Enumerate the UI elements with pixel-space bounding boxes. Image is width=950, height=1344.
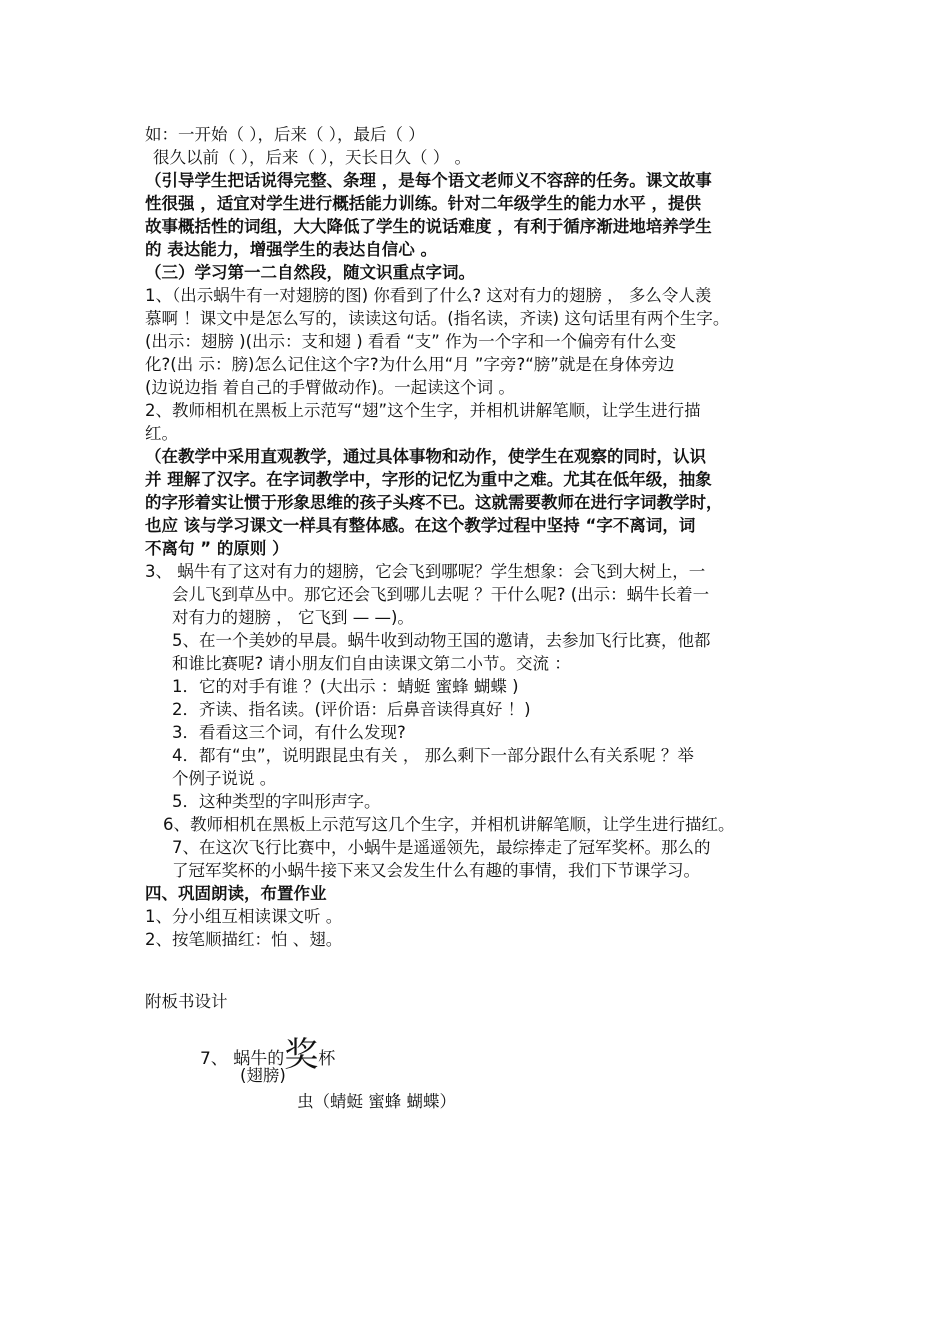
text-line: 1、分小组互相读课文听 。 [145,907,343,926]
text-line: （在教学中采用直观教学，通过具体事物和动作，使学生在观察的同时，认识 [145,447,706,466]
text-line: 2、教师相机在黑板上示范写“翅”这个生字，并相机讲解笔顺，让学生进行描 [145,401,701,420]
text-line: （三）学习第一二自然段，随文识重点字词。 [145,263,475,282]
text-line: 故事概括性的词组，大大降低了学生的说话难度 ，有利于循序渐进地培养学生 [145,217,712,236]
text-line: 也应 该与学习课文一样具有整体感。在这个教学过程中坚持 “字不离词，词 [145,516,696,535]
text-line: 的 表达能力，增强学生的表达自信心 。 [145,240,437,259]
text-line: 四、巩固朗读，布置作业 [145,884,327,903]
text-line: 5．这种类型的字叫形声字。 [172,792,381,811]
text-line: 的字形着实让惯于形象思维的孩子头疼不已。这就需要教师在进行字词教学时， [145,493,723,512]
text-line: 化?(出 示：膀)怎么记住这个字?为什么用“月 ”字旁?“膀”就是在身体旁边 [145,355,675,374]
text-line: 和谁比赛呢? 请小朋友们自由读课文第二小节。交流 ： [172,654,571,673]
text-line: 红。 [145,424,178,443]
lesson-text [145,123,825,951]
text-line: 7、在这次飞行比赛中，小蜗牛是遥遥领先，最综捧走了冠军奖杯。那么的 [172,838,711,857]
board-line-wings: (翅膀) [240,1066,286,1085]
text-line: 如：一开始（ ），后来（ ），最后（ ） [145,125,425,144]
board-line-prefix: 7、 蜗牛的 [200,1049,285,1069]
text-line: 性很强 ，适宜对学生进行概括能力训练。针对二年级学生的能力水平 ，提供 [145,194,701,213]
text-line: 5、在一个美妙的早晨。蜗牛收到动物王国的邀请，去参加飞行比赛，他都 [172,631,711,650]
text-line: 4．都有“虫”，说明跟昆虫有关 ， 那么剩下一部分跟什么有关系呢 ？举 [172,746,694,765]
text-line: 2、按笔顺描红：怕 、翅。 [145,930,343,949]
text-line: 很久以前（ ），后来（ ），天长日久（ ） 。 [153,148,471,167]
text-line: 了冠军奖杯的小蜗牛接下来又会发生什么有趣的事情，我们下节课学习。 [172,861,700,880]
text-line: 1．它的对手有谁 ？(大出示 ：蜻蜓 蜜蜂 蝴蝶 ) [172,677,519,696]
text-line: 1、（出示蜗牛有一对翅膀的图) 你看到了什么? 这对有力的翅膀 ， 多么令人羡 [145,286,712,305]
text-line: 个例子说说 。 [172,769,277,788]
text-line: 不离句 ” 的原则 ） [145,539,289,558]
board-line-insects: 虫（蜻蜓 蜜蜂 蝴蝶） [297,1092,456,1111]
text-line: (边说边指 着自己的手臂做动作)。一起读这个词 。 [145,378,515,397]
text-line: 3、 蜗牛有了这对有力的翅膀，它会飞到哪呢？学生想象：会飞到大树上，一 [145,562,706,581]
board-big-character: 奖 [284,1035,319,1075]
board-design-title: 附板书设计 [145,992,228,1011]
text-line: 对有力的翅膀 ， 它飞到 — —)。 [172,608,414,627]
board-line-suffix: 杯 [318,1049,336,1069]
text-line: (出示：翅膀 )(出示：支和翅 ) 看看 “支” 作为一个字和一个偏旁有什么变 [145,332,677,351]
text-line: 慕啊 ！课文中是怎么写的，读读这句话。(指名读，齐读) 这句话里有两个生字。 [145,309,730,328]
text-line: 2．齐读、指名读。(评价语：后鼻音读得真好 ！) [172,700,531,719]
text-line: 3．看看这三个词，有什么发现? [172,723,406,742]
text-line: 6、教师相机在黑板上示范写这几个生字，并相机讲解笔顺，让学生进行描红。 [163,815,735,834]
text-line: 并 理解了汉字。在字词教学中，字形的记忆为重中之难。尤其在低年级，抽象 [145,470,712,489]
text-line: （引导学生把话说得完整、条理 ，是每个语文老师义不容辞的任务。课文故事 [145,171,712,190]
text-line: 会儿飞到草丛中。那它还会飞到哪儿去呢 ？干什么呢? (出示：蜗牛长着一 [172,585,710,604]
